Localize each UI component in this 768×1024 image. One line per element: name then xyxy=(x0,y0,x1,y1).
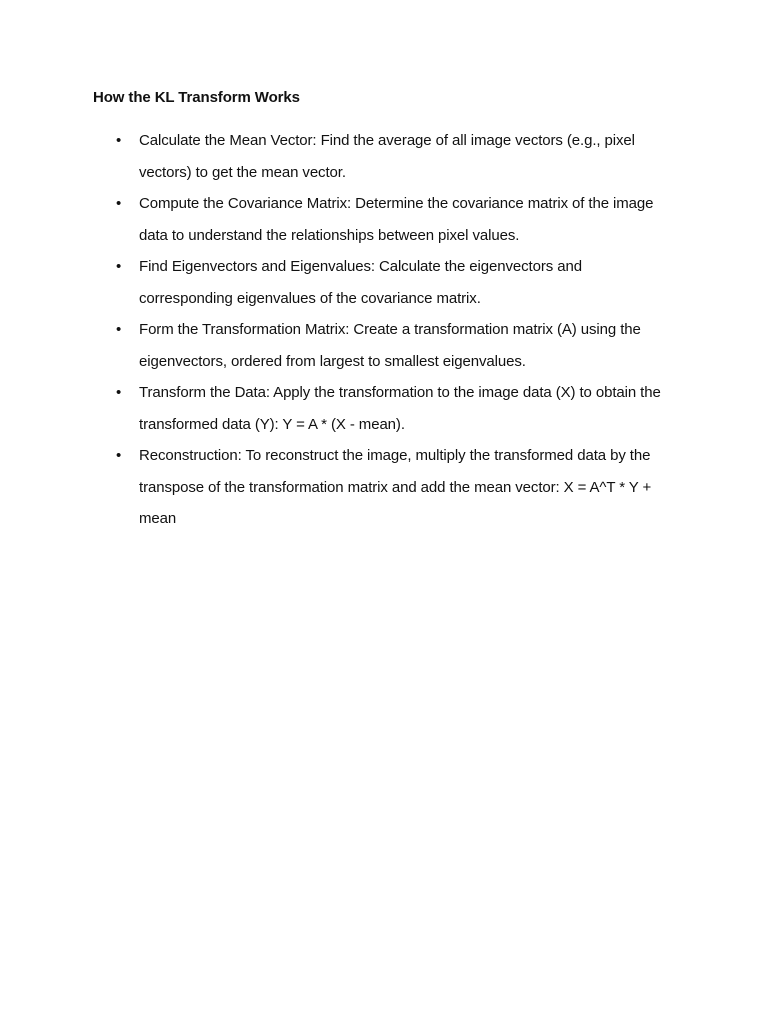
bullet-icon: • xyxy=(116,132,122,149)
list-item xyxy=(0,377,679,440)
list-item xyxy=(0,188,679,251)
bullet-icon: • xyxy=(116,447,122,464)
list-item-text: Form the Transformation Matrix: Create a transformation matrix (A) using the eigenvectors, ordered from largest to smallest eigenvalues. xyxy=(139,321,641,370)
list-item-text: Reconstruction: To reconstruct the image, multiply the transformed data by the transpose of the transformation matrix and add the mean vector: X = A^T * Y + mean xyxy=(139,447,652,527)
bullet-icon: • xyxy=(116,195,122,212)
section-heading: How the KL Transform Works xyxy=(93,89,300,106)
list-item xyxy=(0,125,679,188)
list-item xyxy=(0,314,679,377)
list-item-text: Find Eigenvectors and Eigenvalues: Calculate the eigenvectors and corresponding eigenvalues of the covariance matrix. xyxy=(139,258,582,307)
steps-list xyxy=(0,125,768,535)
list-item-text: Compute the Covariance Matrix: Determine the covariance matrix of the image data to understand the relationships between pixel values. xyxy=(139,195,654,244)
list-item xyxy=(0,251,679,314)
bullet-icon: • xyxy=(116,384,122,401)
list-item-text: Calculate the Mean Vector: Find the average of all image vectors (e.g., pixel vectors) to get the mean vector. xyxy=(139,132,635,181)
list-item xyxy=(0,440,679,535)
bullet-icon: • xyxy=(116,321,122,338)
list-item-text: Transform the Data: Apply the transformation to the image data (X) to obtain the transformed data (Y): Y = A * (X - mean). xyxy=(139,384,661,433)
bullet-icon: • xyxy=(116,258,122,275)
